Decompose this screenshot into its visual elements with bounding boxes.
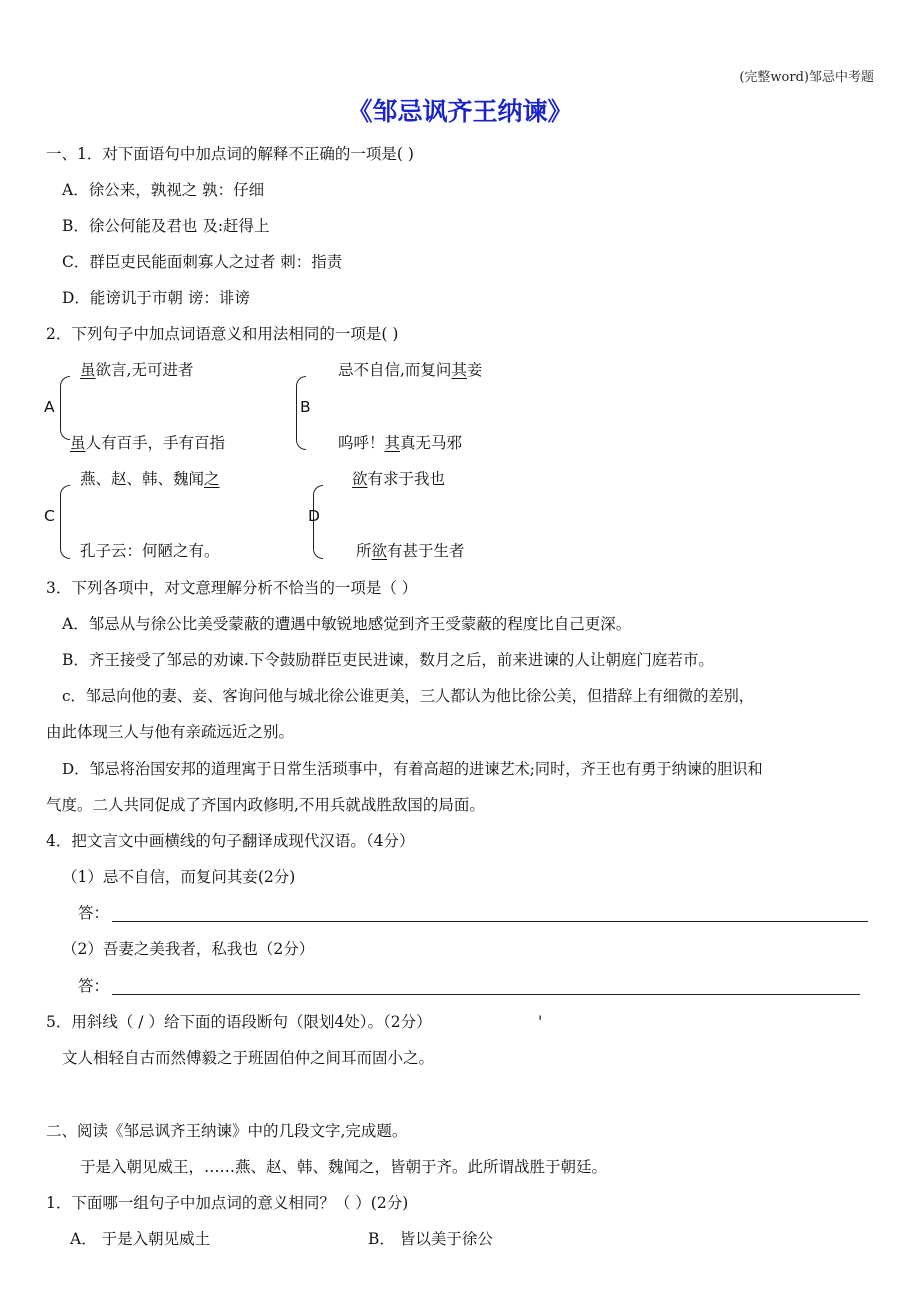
q2-d-bottom-underlined: 欲 [371,542,388,560]
q3-option-b: B．齐王接受了邹忌的劝谏.下令鼓励群臣吏民进谏，数月之后，前来进谏的人让朝庭门庭若市。 [62,651,714,669]
q3-option-a: A．邹忌从与徐公比美受蒙蔽的遭遇中敏锐地感觉到齐王受蒙蔽的程度比自己更深。 [62,615,632,633]
q2-a-bottom [70,432,225,454]
page-header: (完整word)邹忌中考题 [739,70,874,85]
q3-option-c-line2: 由此体现三人与他有亲疏远近之别。 [46,723,295,741]
q3-option-c-line1: c．邹忌向他的妻、妾、客询问他与城北徐公谁更美，三人都认为他比徐公美，但措辞上有细微的差别， [62,687,754,705]
q2-c-brace [60,485,70,559]
section2-passage: 于是入朝见威王，……燕、赵、韩、魏闻之，皆朝于齐。此所谓战胜于朝廷。 [80,1158,608,1176]
q2-d-top-underlined: 欲 [352,470,368,488]
page-title: 《邹忌讽齐王纳谏》 [347,97,573,126]
q1-option-c: C．群臣吏民能面刺寡人之过者 刺：指责 [62,253,343,271]
q2-c-top-underlined: 之 [204,470,220,488]
q2-b-bottom-rest: 真无马邪 [400,434,463,452]
q2-b-bottom [338,432,462,454]
q4-answer-2-label: 答： [78,977,110,995]
q2-a-bottom-underlined: 虽 [70,434,86,452]
q3-stem: 3．下列各项中，对文意理解分析不恰当的一项是（ ） [46,579,418,597]
q3-option-d-line1: D．邹忌将治国安邦的道理寓于日常生活琐事中，有着高超的进谏艺术;同时，齐王也有勇于纳谏的胆识和 [62,760,763,778]
q2-b-top-pre: 忌不自信,而复问 [338,361,452,379]
q2-b-label: B [300,398,311,416]
q2-b-top [338,359,482,381]
q1-option-b: B．徐公何能及君也 及:赶得上 [62,217,270,235]
q4-answer-1-label: 答： [78,904,110,922]
q2-c-bottom: 孔子云：何陋之有。 [80,542,220,560]
q2-d-bottom-pre: 所 [356,542,372,560]
q2-d-bottom-rest: 有甚于生者 [387,542,465,560]
q2-b-top-rest: 妾 [466,361,483,379]
q2-a-top-rest: 欲言,无可进者 [95,361,194,379]
q5-text: 文人相轻自古而然傅毅之于班固伯仲之间耳而固小之。 [62,1049,435,1067]
q2-d-bottom [356,540,465,562]
q4-answer-1-line[interactable] [112,921,868,922]
section2-heading: 二、阅读《邹忌讽齐王纳谏》中的几段文字,完成题。 [46,1122,408,1140]
q2-a-top [80,359,193,381]
q2-stem: 2．下列句子中加点词语意义和用法相同的一项是( ) [46,325,399,343]
q4-sentence-2: （2）吾妻之美我者，私我也（2分） [62,940,315,958]
q1-option-a: A．徐公来，孰视之 孰：仔细 [62,181,265,199]
section1-heading: 一、1．对下面语句中加点词的解释不正确的一项是( ) [46,145,414,163]
q2-d-top-rest: 有求于我也 [367,470,446,488]
q2-b-top-underlined: 其 [451,361,467,379]
q2-a-top-underlined: 虽 [80,361,96,379]
q1-option-d: D．能谤讥于市朝 谤：诽谤 [62,289,250,307]
q2-a-brace [60,376,70,440]
q2-a-bottom-rest: 人有百手，手有百指 [85,434,226,452]
q4-answer-2-line[interactable] [112,994,860,995]
q2-c-top-pre: 燕、赵、韩、魏闻 [80,470,205,488]
q2-c-label: C [44,507,55,525]
q2-b-bottom-pre: 呜呼！ [338,434,385,452]
q3-option-d-line2: 气度。二人共同促成了齐国内政修明,不用兵就战胜敌国的局面。 [46,796,485,814]
q5-stem: 5．用斜线（ / ）给下面的语段断句（限划4处）。（2分） [46,1013,432,1031]
q5-stray-mark: ' [538,1013,543,1031]
q2-d-label: D [308,507,320,525]
q2-d-top [352,468,445,490]
q2-a-label: A [44,398,55,416]
q4-sentence-1: （1）忌不自信，而复问其妾(2分) [62,868,296,886]
q4-stem: 4．把文言文中画横线的句子翻译成现代汉语。（4分） [46,832,415,850]
q2-c-top [80,468,220,490]
s2-q1-option-b: B． 皆以美于徐公 [368,1230,493,1248]
s2-q1-stem: 1．下面哪一组句子中加点词的意义相同？（ ）(2分) [46,1194,409,1212]
q2-b-bottom-underlined: 其 [384,434,401,452]
s2-q1-option-a: A． 于是入朝见威土 [70,1230,211,1248]
